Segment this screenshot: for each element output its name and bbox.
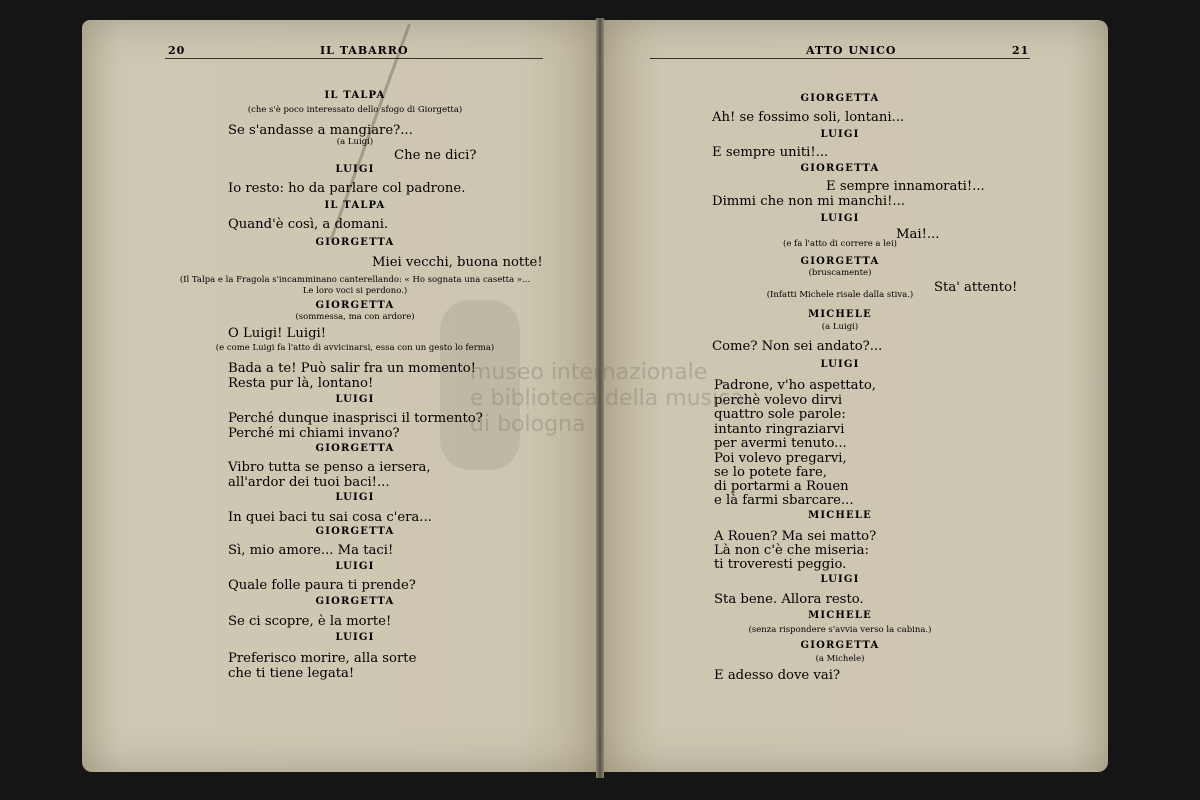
right-line-verse: perchè volevo dirvi [714,393,843,408]
left-line-speaker: LUIGI [335,561,375,572]
right-line-verse: per avermi tenuto... [714,436,847,451]
right-line-speaker: MICHELE [808,510,872,521]
right-line-speaker: LUIGI [820,213,860,224]
left-line-verse: Sì, mio amore... Ma taci! [228,543,394,558]
left-page-number: 20 [168,44,186,57]
left-line-verse: all'ardor dei tuoi baci!... [228,475,390,490]
right-line-speaker: LUIGI [820,359,860,370]
right-line-verse: Come? Non sei andato?... [712,339,883,354]
right-running-title: ATTO UNICO [806,44,897,57]
right-line-speaker: MICHELE [808,309,872,320]
right-line-verse: Ah! se fossimo soli, lontani... [712,110,905,125]
left-line-direction: (Il Talpa e la Fragola s'incamminano canterellando: « Ho sognata una casetta »... [179,275,531,285]
right-line-speaker: GIORGETTA [800,256,880,267]
left-line-verse: O Luigi! Luigi! [228,326,327,341]
right-line-speaker: GIORGETTA [800,640,880,651]
right-line-speaker: LUIGI [820,574,860,585]
right-line-verse: intanto ringraziarvi [714,422,845,437]
right-line-verse: di portarmi a Rouen [714,479,849,494]
left-line-verse: In quei baci tu sai cosa c'era... [228,510,432,525]
right-line-verse: Sta' attento! [934,280,1018,295]
right-line-direction: (senza rispondere s'avvia verso la cabina.) [748,625,932,635]
right-line-verse: se lo potete fare, [714,465,827,480]
right-line-speaker: GIORGETTA [800,163,880,174]
right-line-verse: E adesso dove vai? [714,668,841,683]
right-line-verse: Poi volevo pregarvi, [714,451,847,466]
left-line-direction: Le loro voci si perdono.) [302,286,408,296]
right-line-verse: E sempre innamorati!... [826,179,985,194]
left-line-verse: Quand'è così, a domani. [228,217,389,232]
right-header-rule [650,58,1030,59]
right-line-direction: (a Michele) [815,654,865,664]
left-line-verse: Bada a te! Può salir fra un momento! [228,361,476,376]
left-line-speaker: LUIGI [335,164,375,175]
left-line-speaker: GIORGETTA [315,596,395,607]
left-line-verse: Resta pur là, lontano! [228,376,374,391]
watermark-line: di bologna [470,412,586,437]
right-page-number: 21 [1012,44,1030,57]
left-line-verse: Quale folle paura ti prende? [228,578,416,593]
left-line-speaker: LUIGI [335,632,375,643]
left-line-direction: (e come Luigi fa l'atto di avvicinarsi, essa con un gesto lo ferma) [215,343,495,353]
right-line-verse: ti troveresti peggio. [714,557,847,572]
right-line-speaker: MICHELE [808,610,872,621]
right-line-verse: e là farmi sbarcare... [714,493,854,508]
right-line-verse: Mai!... [896,227,940,242]
left-line-verse: Io resto: ho da parlare col padrone. [228,181,466,196]
left-line-speaker: IL TALPA [324,200,386,211]
right-line-direction: (bruscamente) [808,268,872,278]
left-line-speaker: IL TALPA [324,90,386,101]
left-line-direction: (a Luigi) [336,137,374,147]
right-line-direction: (e fa l'atto di correre a lei) [783,239,897,249]
right-line-speaker: GIORGETTA [800,93,880,104]
right-line-verse: Là non c'è che miseria: [714,543,869,558]
right-line-direction: (a Luigi) [821,322,859,332]
right-line-verse: quattro sole parole: [714,407,846,422]
left-line-speaker: LUIGI [335,394,375,405]
left-line-speaker: GIORGETTA [315,443,395,454]
watermark-line: museo internazionale [470,360,708,385]
left-line-direction: (sommessa, ma con ardore) [295,312,415,322]
left-line-direction: (che s'è poco interessato dello sfogo di Giorgetta) [247,105,463,115]
watermark-line: e biblioteca della musica [470,386,744,411]
right-line-verse: E sempre uniti!... [712,145,829,160]
left-line-speaker: GIORGETTA [315,300,395,311]
right-line-speaker: LUIGI [820,129,860,140]
left-line-verse: Se ci scopre, è la morte! [228,614,392,629]
right-line-verse: Dimmi che non mi manchi!... [712,194,905,209]
left-line-verse: Se s'andasse a mangiare?... [228,123,413,138]
right-line-direction: (Infatti Michele risale dalla stiva.) [766,290,914,300]
left-line-verse: Perché dunque inasprisci il tormento? [228,411,483,426]
left-header-rule [165,58,543,59]
left-line-verse: Vibro tutta se penso a iersera, [228,460,431,475]
left-line-verse: che ti tiene legata! [228,666,355,681]
right-line-verse: Sta bene. Allora resto. [714,592,864,607]
left-line-verse: Preferisco morire, alla sorte [228,651,417,666]
right-line-verse: A Rouen? Ma sei matto? [714,529,877,544]
left-line-speaker: GIORGETTA [315,237,395,248]
left-line-speaker: LUIGI [335,492,375,503]
left-running-title: IL TABARRO [320,44,409,57]
left-line-speaker: GIORGETTA [315,526,395,537]
left-line-verse: Che ne dici? [394,148,477,163]
right-line-verse: Padrone, v'ho aspettato, [714,378,876,393]
left-line-verse: Miei vecchi, buona notte! [372,255,543,270]
left-line-verse: Perché mi chiami invano? [228,426,400,441]
